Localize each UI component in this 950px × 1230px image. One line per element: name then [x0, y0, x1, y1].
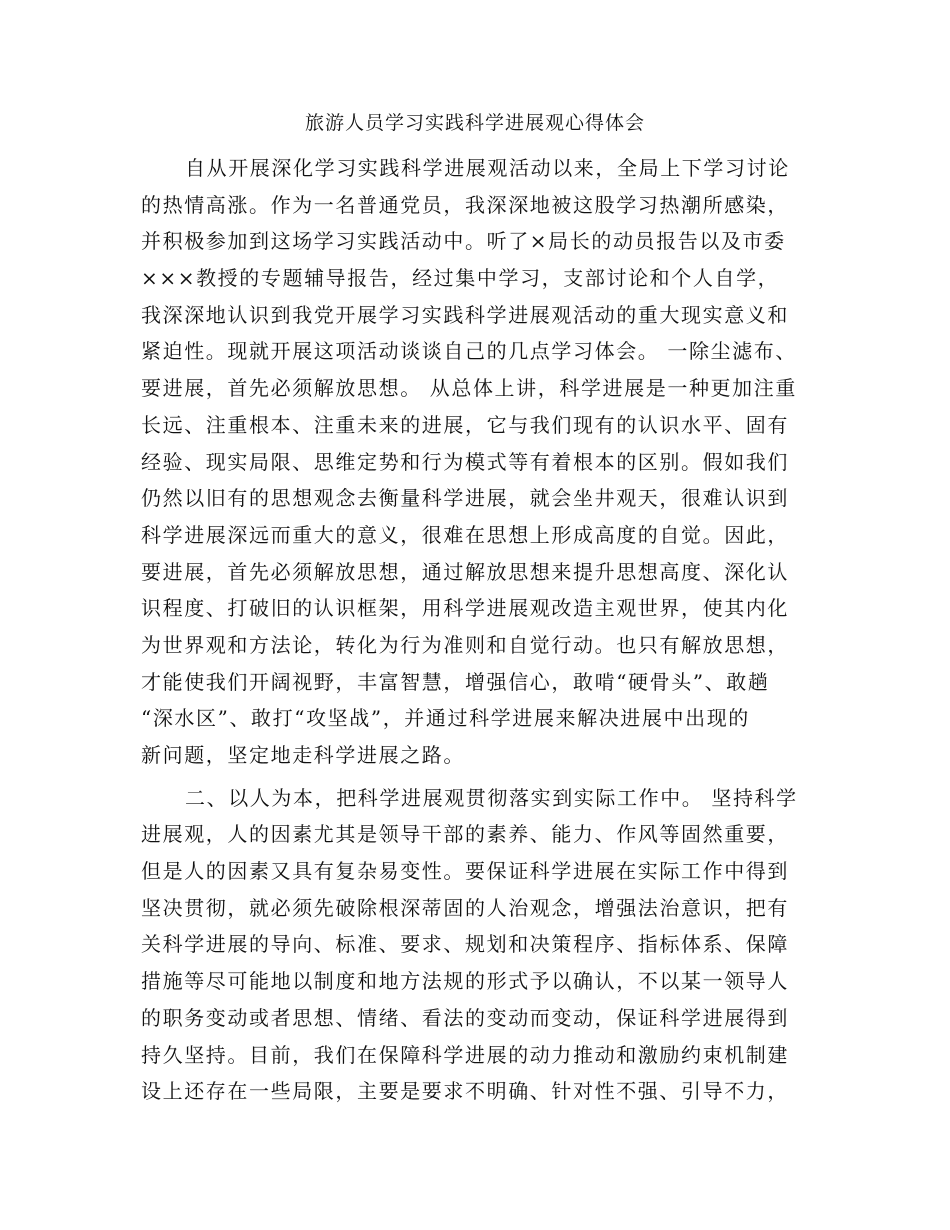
text-line: 为世界观和方法论，转化为行为准则和自觉行动。也只有解放思想，	[141, 632, 789, 657]
text-line: 关科学进展的导向、标准、要求、规划和决策程序、指标体系、保障	[141, 932, 789, 957]
text-line: 紧迫性。现就开展这项活动谈谈自己的几点学习体会。 一除尘滤布、	[141, 339, 797, 364]
paragraph-2	[141, 780, 811, 1110]
text-line: 要进展，首先必须解放思想，通过解放思想来提升思想高度、深化认	[141, 559, 789, 584]
paragraph-1	[141, 150, 811, 774]
text-line: 要进展，首先必须解放思想。 从总体上讲，科学进展是一种更加注重	[141, 376, 797, 401]
text-line: 措施等尽可能地以制度和地方法规的形式予以确认，不以某一领导人	[141, 969, 789, 994]
text-line: 才能使我们开阔视野，丰富智慧，增强信心，敢啃“硬骨头”、敢趟	[141, 669, 770, 694]
text-line: 自从开展深化学习实践科学进展观活动以来，全局上下学习讨论	[185, 156, 790, 180]
text-line: 持久坚持。目前，我们在保障科学进展的动力推动和激励约束机制建	[141, 1042, 789, 1067]
text-line: 设上还存在一些局限，主要是要求不明确、针对性不强、引导不力，	[141, 1079, 789, 1104]
document-body	[141, 150, 811, 1110]
text-line: “深水区”、敢打“攻坚战”，并通过科学进展来解决进展中出现的	[141, 706, 750, 731]
text-line: 二、以人为本，把科学进展观贯彻落实到实际工作中。 坚持科学	[185, 785, 798, 810]
text-line: 识程度、打破旧的认识框架，用科学进展观改造主观世界，使其内化	[141, 596, 789, 621]
text-line: 新问题，坚定地走科学进展之路。	[141, 743, 465, 767]
document-title: 旅游人员学习实践科学进展观心得体会	[304, 112, 645, 134]
text-line: 并积极参加到这场学习实践活动中。听了×局长的动员报告以及市委	[141, 229, 786, 254]
text-line: 的热情高涨。作为一名普通党员，我深深地被这股学习热潮所感染，	[141, 192, 789, 217]
text-line: 坚决贯彻，就必须先破除根深蒂固的人治观念，增强法治意识，把有	[141, 895, 789, 920]
text-line: 长远、注重根本、注重未来的进展，它与我们现有的认识水平、固有	[141, 412, 789, 437]
text-line: 我深深地认识到我党开展学习实践科学进展观活动的重大现实意义和	[141, 302, 789, 327]
text-line: 经验、现实局限、思维定势和行为模式等有着根本的区别。假如我们	[141, 449, 789, 474]
text-line: ×××教授的专题辅导报告，经过集中学习，支部讨论和个人自学，	[141, 266, 780, 291]
text-line: 科学进展深远而重大的意义，很难在思想上形成高度的自觉。因此，	[141, 522, 789, 547]
text-line: 但是人的因素又具有复杂易变性。要保证科学进展在实际工作中得到	[141, 859, 789, 884]
text-line: 的职务变动或者思想、情绪、看法的变动而变动，保证科学进展得到	[141, 1005, 789, 1030]
text-line: 仍然以旧有的思想观念去衡量科学进展，就会坐井观天，很难认识到	[141, 486, 789, 511]
text-line: 进展观，人的因素尤其是领导干部的素养、能力、作风等固然重要，	[141, 822, 789, 847]
